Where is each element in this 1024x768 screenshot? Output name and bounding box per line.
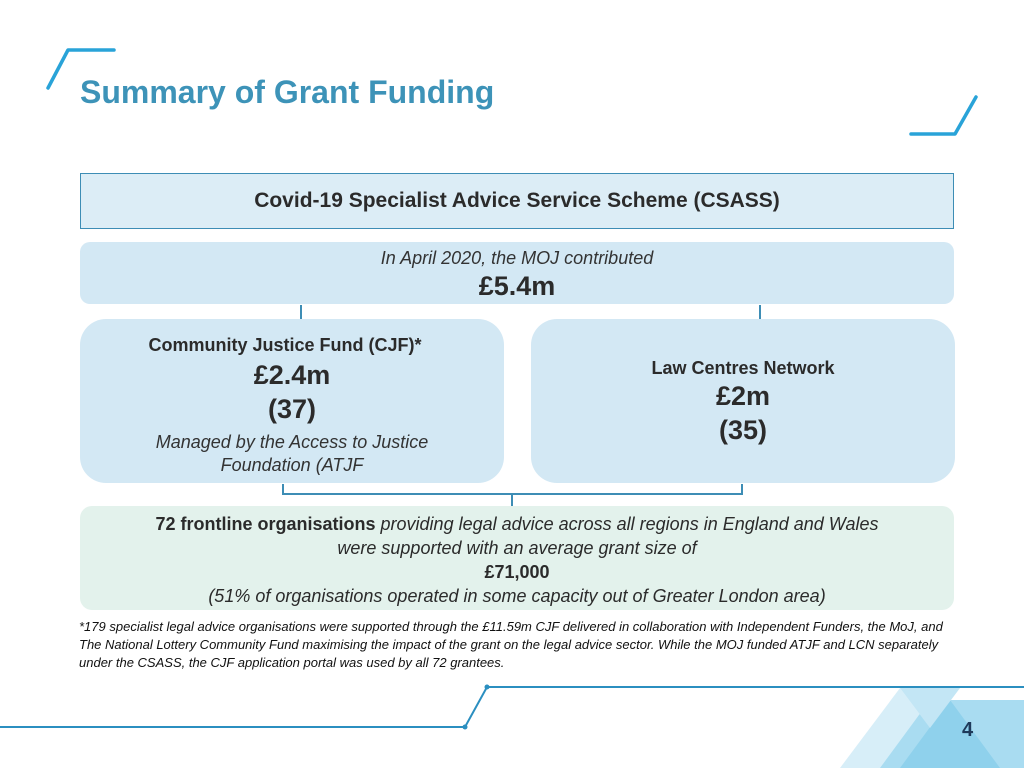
cjf-count: (37)	[267, 394, 316, 424]
footnote: *179 specialist legal advice organisations were supported through the £11.59m CJF delivered in collaboration with Independent Funders, the MoJ, and The National Lottery Community Fund maximising the impact of the grant on the legal advice sector. While the MOJ funded ATJF and LCN separately under the CSASS, the CJF application portal was used by all 72 grantees.	[79, 619, 943, 670]
bottom-accent-dot-right	[485, 685, 490, 690]
orgs-line1	[80, 512, 954, 536]
orgs-amount: £71,000	[484, 562, 550, 582]
frontline-organisations-box	[80, 506, 954, 610]
orgs-line2	[80, 536, 954, 560]
orgs-text2: were supported with an average grant size of	[337, 538, 697, 558]
cjf-title: Community Justice Fund (CJF)*	[148, 335, 422, 355]
orgs-bold-text: 72 frontline organisations	[155, 514, 376, 534]
page-title: Summary of Grant Funding	[80, 74, 495, 110]
cjf-note-line2: Foundation (ATJF	[220, 455, 364, 475]
cjf-amount: £2.4m	[253, 360, 331, 390]
orgs-text3: (51% of organisations operated in some capacity out of Greater London area)	[208, 586, 826, 606]
page-number: 4	[962, 719, 974, 741]
cjf-box	[80, 319, 504, 483]
lcn-count: (35)	[718, 415, 767, 445]
lcn-amount: £2m	[715, 381, 771, 411]
moj-contribution-text: In April 2020, the MOJ contributed	[380, 248, 654, 268]
scheme-title: Covid-19 Specialist Advice Service Scheme (CSASS)	[254, 189, 780, 212]
bottom-accent-dot-left	[463, 725, 468, 730]
cjf-note-line1: Managed by the Access to Justice	[155, 432, 429, 452]
orgs-text1: providing legal advice across all regions in England and Wales	[375, 514, 879, 534]
bottom-accent-line	[0, 687, 1024, 727]
bottom-decoration	[0, 670, 1024, 768]
orgs-line4	[80, 584, 954, 608]
lcn-title: Law Centres Network	[651, 358, 835, 378]
lcn-box	[531, 319, 955, 483]
orgs-line3	[80, 560, 954, 584]
connector-bracket-bottom	[283, 484, 742, 506]
moj-contribution-amount: £5.4m	[478, 271, 556, 301]
